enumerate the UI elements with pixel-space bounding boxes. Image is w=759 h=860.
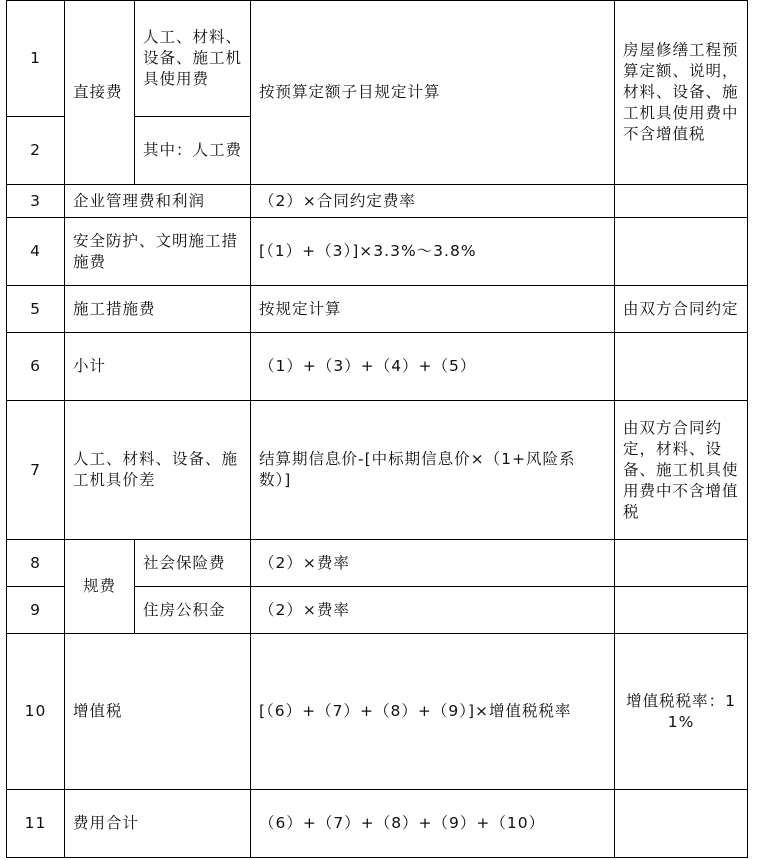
item-cell: 企业管理费和利润 bbox=[65, 185, 251, 218]
row-number: 5 bbox=[7, 286, 65, 333]
note-cell bbox=[615, 587, 748, 634]
item-cell: 其中：人工费 bbox=[135, 117, 251, 185]
category-cell: 直接费 bbox=[65, 1, 135, 185]
table-row bbox=[7, 790, 748, 858]
item-cell: 人工、材料、设备、施工机具使用费 bbox=[135, 1, 251, 117]
note-cell bbox=[615, 790, 748, 858]
formula-cell: （2）×费率 bbox=[251, 540, 615, 587]
row-number: 7 bbox=[7, 401, 65, 540]
item-cell: 人工、材料、设备、施工机具价差 bbox=[65, 401, 251, 540]
table-row bbox=[7, 634, 748, 790]
item-cell: 施工措施费 bbox=[65, 286, 251, 333]
row-number: 9 bbox=[7, 587, 65, 634]
row-number: 4 bbox=[7, 218, 65, 286]
note-cell bbox=[615, 218, 748, 286]
formula-cell: （2）×合同约定费率 bbox=[251, 185, 615, 218]
item-cell: 增值税 bbox=[65, 634, 251, 790]
table-row bbox=[7, 540, 748, 587]
formula-cell: 按预算定额子目规定计算 bbox=[251, 1, 615, 185]
formula-cell: （6）+（7）+（8）+（9）+（10） bbox=[251, 790, 615, 858]
formula-cell: 结算期信息价-[中标期信息价×（1+风险系数）] bbox=[251, 401, 615, 540]
formula-cell: （2）×费率 bbox=[251, 587, 615, 634]
row-number: 2 bbox=[7, 117, 65, 185]
note-cell bbox=[615, 540, 748, 587]
note-cell: 由双方合同约定 bbox=[615, 286, 748, 333]
table-row bbox=[7, 185, 748, 218]
note-cell: 增值税税率：11% bbox=[615, 634, 748, 790]
formula-cell: 按规定计算 bbox=[251, 286, 615, 333]
table-row bbox=[7, 333, 748, 401]
table-row bbox=[7, 1, 748, 117]
row-number: 6 bbox=[7, 333, 65, 401]
row-number: 1 bbox=[7, 1, 65, 117]
item-cell: 安全防护、文明施工措施费 bbox=[65, 218, 251, 286]
note-cell: 由双方合同约定，材料、设备、施工机具使用费中不含增值税 bbox=[615, 401, 748, 540]
row-number: 10 bbox=[7, 634, 65, 790]
item-cell: 小计 bbox=[65, 333, 251, 401]
fee-calculation-table bbox=[6, 0, 748, 858]
item-cell: 社会保险费 bbox=[135, 540, 251, 587]
table-row bbox=[7, 286, 748, 333]
table-row bbox=[7, 401, 748, 540]
row-number: 8 bbox=[7, 540, 65, 587]
note-cell bbox=[615, 333, 748, 401]
row-number: 3 bbox=[7, 185, 65, 218]
category-cell: 规费 bbox=[65, 540, 135, 634]
formula-cell: （1）+（3）+（4）+（5） bbox=[251, 333, 615, 401]
note-cell bbox=[615, 185, 748, 218]
item-cell: 费用合计 bbox=[65, 790, 251, 858]
formula-cell: [（1）+（3）]×3.3%～3.8% bbox=[251, 218, 615, 286]
item-cell: 住房公积金 bbox=[135, 587, 251, 634]
table-row bbox=[7, 218, 748, 286]
row-number: 11 bbox=[7, 790, 65, 858]
formula-cell: [（6）+（7）+（8）+（9）]×增值税税率 bbox=[251, 634, 615, 790]
note-cell: 房屋修缮工程预算定额、说明，材料、设备、施工机具使用费中不含增值税 bbox=[615, 1, 748, 185]
